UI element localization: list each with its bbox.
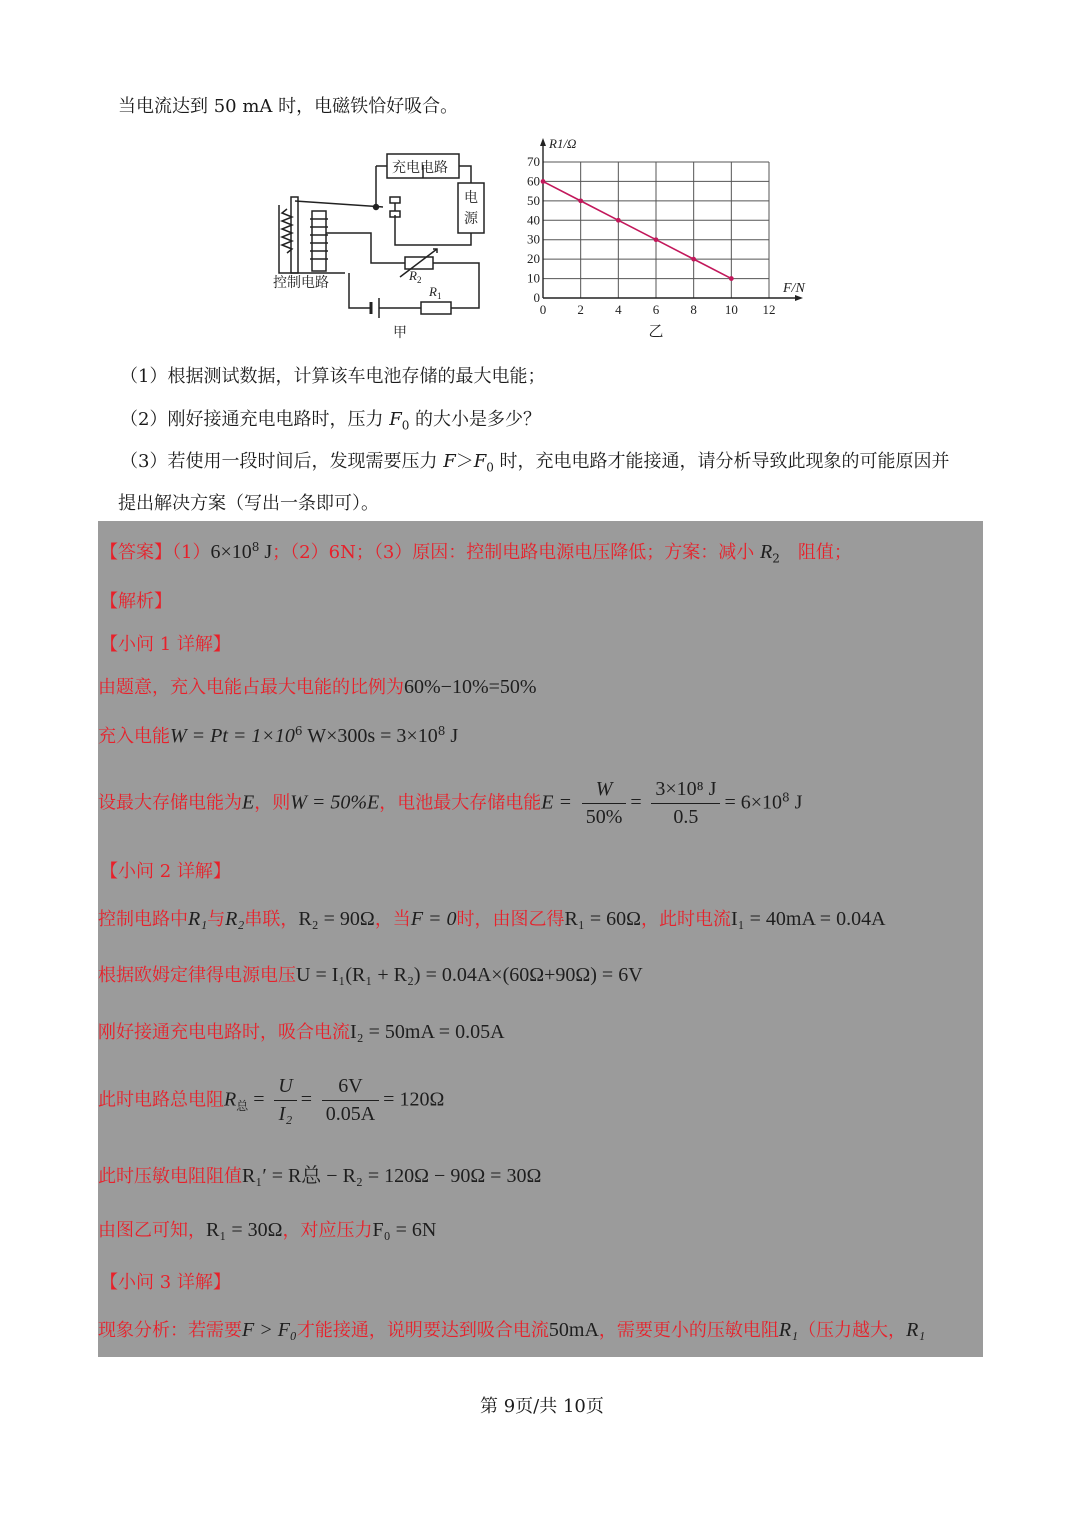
sub2-line1-m6: I₁ = 40mA = 0.04A [731,908,886,930]
sub1-line2-unit: J [445,725,459,747]
sub2-line4-eq2: = [300,1088,312,1111]
fraction-energy-over-half [651,778,720,829]
sub3-line1-t4: （压力越大， [798,1320,907,1341]
x-tick-label: 2 [577,302,584,317]
y-tick-label: 30 [527,231,540,247]
analysis-heading: 【解析】 [100,591,172,612]
x-tick-label: 8 [690,302,697,317]
r1-label: R [429,284,437,299]
sub1-line3-result: = 6×10 [724,791,783,814]
r2-label: R [409,268,417,283]
x-tick-label: 10 [724,302,738,317]
sub1-line3 [98,778,802,829]
sub2-line1-m5: R₁ = 60Ω [564,908,641,930]
power-label-bottom: 源 [464,212,478,227]
sub3-line1-t3: ，需要更小的压敏电阻 [598,1320,779,1341]
power-label-top: 电 [464,191,478,206]
sub2-line3 [98,1018,505,1044]
question-3-var-f0: F [473,451,487,472]
sub1-line3-unit: J [789,791,803,814]
sub2-line3-text: 刚好接通充电电路时，吸合电流 [98,1022,350,1043]
resistance-force-chart [515,130,815,345]
sub2-line1-t5: 时，由图乙得 [456,909,565,930]
sub3-line1-t1: 现象分析：若需要 [98,1320,242,1341]
fraction-den: 0.05A [325,1103,376,1125]
sub2-line3-math: I₂ = 50mA = 0.05A [350,1021,505,1043]
sub2-line1-m4: F = 0 [410,908,457,930]
r2-subscript: 2 [416,275,422,285]
sub2-line1-t1: 控制电路中 [98,909,188,930]
sub3-line1-m3: R₁ [778,1319,799,1341]
fraction-num: W [582,778,627,804]
sub3-line1-t2: 才能接通，说明要达到吸合电流 [296,1320,549,1341]
fraction-num: 3×10⁸ J [651,778,720,804]
data-point [578,198,583,203]
answer-label: 【答案】（1） [100,542,211,563]
sub2-heading: 【小问 2 详解】 [100,861,231,882]
sub1-heading: 【小问 1 详解】 [100,634,231,655]
fraction-den: I₂ [278,1103,293,1125]
sub3-heading: 【小问 3 详解】 [100,1272,231,1293]
sub1-line2-exp: 6 [294,724,303,738]
y-tick-label: 70 [527,154,540,169]
sub1-line1-text: 由题意，充入电能占最大电能的比例为 [98,677,404,698]
sub2-line6-m2: F₀ = 6N [372,1219,437,1241]
sub2-line1-t6: ，此时电流 [641,909,731,930]
question-2-text: （2）刚好接通充电电路时，压力 [120,409,390,430]
sub1-line3-text1: 设最大存储电能为 [98,792,242,814]
y-tick-label: 50 [527,192,540,208]
answer-unit-1: J [259,541,273,563]
sub1-line1-math: 60%−10%=50% [404,676,537,698]
sub2-line5-text: 此时压敏电阻阻值 [98,1166,242,1187]
sub2-line1-t3: 串联， [244,909,299,930]
fraction-den: 50% [585,806,623,828]
fraction-6v-over-005a [322,1075,379,1126]
equals-sign: = [630,791,642,814]
question-2-text-end: 的大小是多少？ [409,409,542,430]
fraction-u-over-i2 [274,1075,296,1126]
question-2 [120,405,541,433]
question-1: （1）根据测试数据，计算该车电池存储的最大电能； [120,366,546,387]
sub2-line1 [98,905,886,931]
data-point [729,276,734,281]
svg-text:R1 [428,284,441,301]
answer-value-1: 6×10 [210,541,252,563]
x-tick-label: 4 [615,302,622,317]
sub2-line6-m1: R₁ = 30Ω [206,1219,283,1241]
sub3-line1 [98,1316,983,1342]
answer-text-2: ；（2）6N；（3）原因：控制电路电源电压降低；方案：减小 [272,542,760,563]
data-point [691,257,696,262]
circuit-diagram [265,145,495,345]
sub2-line4-result: = 120Ω [383,1088,445,1111]
sub1-line1 [98,673,537,699]
data-point [541,179,546,184]
x-tick-label: 0 [539,302,547,317]
sub2-line1-t2: 与 [207,909,226,930]
chart-caption: 乙 [648,324,664,340]
data-point [654,237,659,242]
control-circuit-label: 控制电路 [273,276,329,291]
x-tick-label: 12 [762,302,776,317]
answer-r2-sub: 2 [772,551,780,566]
x-axis-label: F/N [783,281,805,296]
sub2-line1-t4: ，当 [374,909,411,930]
sub2-line6 [98,1216,436,1242]
question-2-sub: 0 [401,418,410,433]
sub2-line6-t2: ，对应压力 [282,1220,373,1241]
y-tick-label: 40 [527,212,540,228]
sub2-line4-eq: = [248,1088,265,1111]
y-tick-label: 60 [527,173,540,189]
question-3 [120,447,950,475]
r1-subscript: 1 [436,291,442,301]
sub1-line2-math2: W×300s = 3×10 [302,725,438,747]
sub1-line2-text: 充入电能 [98,726,170,747]
answer-exp-1: 8 [251,540,260,554]
fraction-den: 0.5 [673,806,699,828]
sub1-line2-math: W = Pt = 1×10 [170,725,295,747]
fraction-num: U [274,1075,296,1101]
sub2-line5-math: R₁′ = R总 − R₂ = 120Ω − 90Ω = 30Ω [242,1165,542,1187]
page-footer: 第 9页/共 10页 [480,1396,604,1417]
y-axis-arrow [540,138,546,146]
sub2-line2 [98,961,643,987]
question-3-text: （3）若使用一段时间后，发现需要压力 [120,451,444,472]
sub1-line2 [98,722,458,748]
sub2-line2-math: U = I₁(R₁ + R₂) = 0.04A×(60Ω+90Ω) = 6V [296,964,643,986]
sub2-line1-m3: R₂ = 90Ω [298,908,375,930]
question-2-var: F [389,409,402,430]
question-3-var-f: F [443,451,456,472]
answer-summary [100,538,852,566]
resistor-r1 [421,302,451,314]
sub1-line2-exp2: 8 [437,724,446,738]
question-3-line2: 提出解决方案（写出一条即可）。 [118,493,379,514]
sub1-line3-exp: 8 [782,790,790,805]
answer-r2: R [760,541,773,563]
charge-circuit-label: 充电电路 [392,161,448,176]
sub3-line1-m4: R₁ [906,1319,926,1341]
sub2-line4-r-sub: 总 [236,1099,249,1114]
sub2-line4 [98,1075,444,1126]
answer-text-3: 阻值； [779,542,852,563]
diagram-caption: 甲 [393,326,407,341]
question-3-gt: ＞ [455,451,474,472]
question-3-text-end: 时，充电电路才能接通，请分析导致此现象的可能原因并 [493,451,950,472]
y-tick-label: 20 [527,251,540,267]
sub1-line3-text2: ，则 [254,792,291,814]
sub3-line1-m1: F > F₀ [242,1319,297,1341]
sub1-line3-math2: E = [541,791,572,814]
question-3-sub: 0 [486,460,494,475]
fraction-num: 6V [322,1075,379,1101]
sub1-line3-text3: ，电池最大存储电能 [379,792,542,814]
intro-text: 当电流达到 50 mA 时，电磁铁恰好吸合。 [118,96,459,117]
sub3-line1-m2: 50mA [548,1319,599,1341]
sub2-line1-m2: R₂ [225,908,245,930]
sub2-line1-m1: R₁ [188,908,208,930]
sub2-line6-t1: 由图乙可知， [98,1220,206,1241]
fraction-w-over-50 [582,778,627,829]
svg-text:R2 [408,268,421,285]
y-tick-label: 0 [533,290,540,305]
sub1-line3-math1: W = 50%E [290,791,380,814]
y-tick-label: 10 [527,270,540,286]
sub2-line4-r: R [224,1088,237,1111]
x-tick-label: 6 [652,302,660,317]
sub2-line4-text: 此时电路总电阻 [98,1089,224,1111]
series-line [543,181,731,278]
sub1-line3-e: E [242,791,255,814]
data-point [616,218,621,223]
y-axis-label: R1/Ω [549,136,577,151]
sub2-line5 [98,1159,541,1188]
sub2-line2-text: 根据欧姆定律得电源电压 [98,965,296,986]
